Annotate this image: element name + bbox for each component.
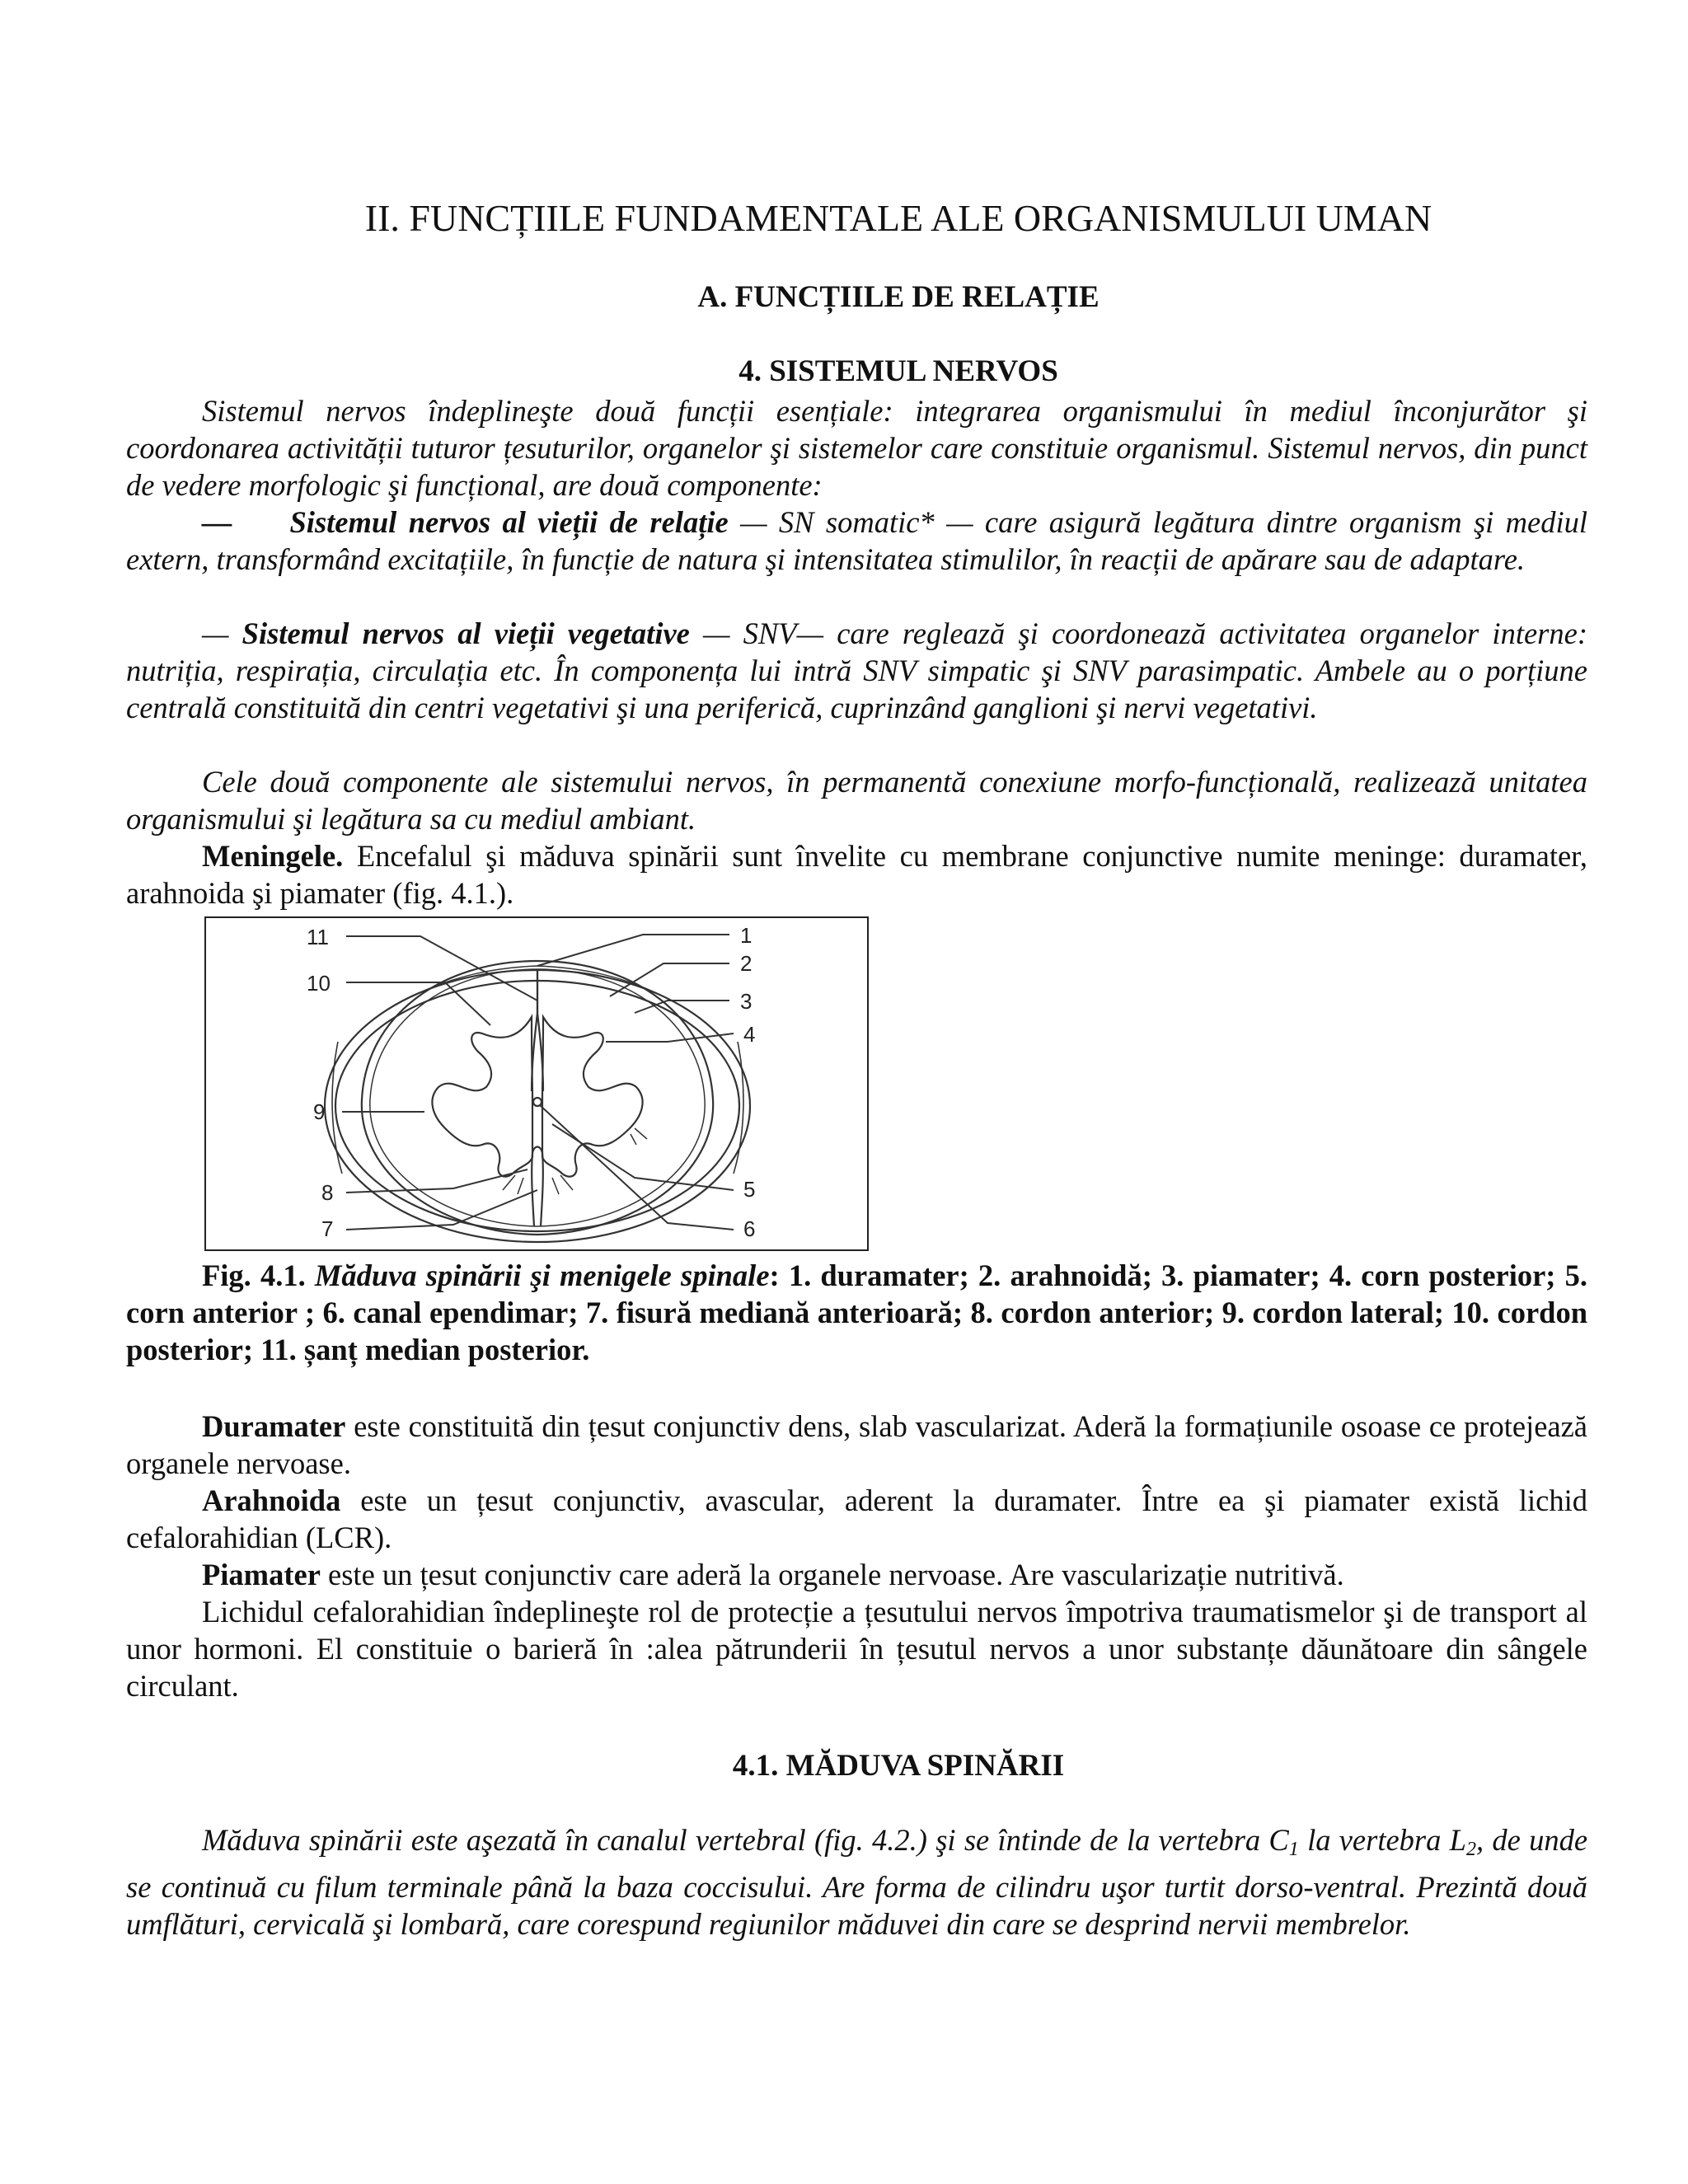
label-9: 9 <box>313 1099 326 1124</box>
anterior-roots <box>503 1175 573 1194</box>
spinal-text-3: , de unde se continuă cu filum terminale până la baza coccisului. Are forma de cilindru uşor turtit dorso-ventral. Prezintă două umflături, cervicală şi lombară, care corespund regiunilor măduvei din care se desprind nervii membrelor. <box>126 1823 1588 1941</box>
label-4: 4 <box>743 1022 756 1047</box>
leader-line-1 <box>537 935 729 966</box>
leader-line-4 <box>606 1033 734 1042</box>
spinal-sub-2: 2 <box>1465 1839 1476 1860</box>
spinal-cord-diagram <box>206 918 867 1249</box>
spinal-cord-figure <box>204 916 869 1251</box>
figure-caption <box>126 1257 1587 1368</box>
arahnoida-term: Arahnoida <box>202 1483 341 1517</box>
label-3: 3 <box>740 989 753 1014</box>
vegetative-item <box>126 615 1587 726</box>
leader-line-8 <box>346 1169 528 1193</box>
duramater-text: este constituită din țesut conjunctiv dens, slab vascularizat. Aderă la formațiunile osoase ce protejează organele nervoase. <box>126 1409 1587 1480</box>
piamater-text: este un țesut conjunctiv care aderă la organele nervoase. Are vascularizație nutritivă. <box>320 1558 1344 1591</box>
meninges-term: Meningele. <box>202 839 344 873</box>
section-title: A. FUNCȚIILE DE RELAȚIE <box>697 280 1100 314</box>
arahnoida-text: este un țesut conjunctiv, avascular, aderent la duramater. Între ea şi piamater există lichid cefalorahidian (LCR). <box>126 1483 1587 1554</box>
vegetative-term: Sistemul nervos al vieții vegetative <box>241 616 690 650</box>
somatic-text: — SN somatic* — care asigură legătura dintre organism şi mediul extern, transformând excitațiile, în funcție de natura şi intensitatea stimulilor, în reacții de apărare sau de adaptare. <box>126 505 1588 576</box>
intro-paragraph: Sistemul nervos îndeplineşte două funcții esențiale: integrarea organismului în mediul înconjurător şi coordonarea activității tuturor țesuturilor, organelor şi sistemelor care constituie organismul. Sistemul nervos, din punct de vedere morfologic şi funcțional, are două componente: <box>126 394 1587 502</box>
meninges-text: Encefalul şi măduva spinării sunt învelite cu membrane conjunctive numite meninge: duramater, arahnoida şi piamater (fig. 4.1.). <box>126 839 1587 910</box>
caption-title: Măduva spinării şi menigele spinale <box>314 1258 770 1292</box>
spinal-text-1: Măduva spinării este aşezată în canalul vertebral (fig. 4.2.) şi se întinde de la vertebra C <box>202 1823 1289 1857</box>
somatic-term: Sistemul nervos al vieții de relație <box>289 505 729 539</box>
subsection-title: 4. SISTEMUL NERVOS <box>738 354 1058 388</box>
piamater-paragraph <box>126 1556 1587 1593</box>
leader-line-5 <box>552 1124 734 1190</box>
lcr-paragraph: Lichidul cefalorahidian îndeplineşte rol de protecție a țesutului nervos împotriva traumatismelor şi de transport al unor hormoni. El constituie o barieră în :alea pătrunderii în țesutul nervos a unor substanțe dăunătoare din sângele circulant. <box>126 1595 1587 1703</box>
caption-prefix: Fig. 4.1. <box>202 1258 315 1292</box>
label-10: 10 <box>307 971 331 996</box>
arahnoida-paragraph <box>126 1482 1587 1556</box>
meninges-paragraph <box>126 837 1587 912</box>
components-paragraph: Cele două componente ale sistemului nervos, în permanentă conexiune morfo-funcțională, realizează unitatea organismului şi legătura sa cu mediul ambiant. <box>126 765 1587 836</box>
caption-text: : 1. duramater; 2. arahnoidă; 3. piamater; 4. corn posterior; 5. corn anterior ; 6. canal ependimar; 7. fisură mediană anterioară; 8. cordon anterior; 9. cordon lateral; 10. cordon posterior; 11. șanț median posterior. <box>126 1258 1587 1366</box>
somatic-dash: — <box>202 505 232 539</box>
spinal-text-2: la vertebra L <box>1298 1823 1466 1857</box>
label-1: 1 <box>740 923 753 948</box>
spinal-sub-1: 1 <box>1288 1839 1299 1860</box>
spinal-cord-paragraph <box>126 1821 1587 1943</box>
label-7: 7 <box>321 1216 334 1241</box>
somatic-item <box>126 504 1587 578</box>
duramater-paragraph <box>126 1408 1587 1482</box>
label-8: 8 <box>321 1180 334 1205</box>
label-2: 2 <box>740 951 753 976</box>
label-11: 11 <box>307 925 329 949</box>
label-5: 5 <box>743 1177 756 1202</box>
grey-matter-left <box>432 1017 532 1177</box>
duramater-term: Duramater <box>202 1409 346 1443</box>
vegetative-text: — SNV— care reglează şi coordonează activitatea organelor interne: nutriția, respirația, circulația etc. În componența lui intră SNV simpatic şi SNV parasimpatic. Ambele au o porțiune centrală constituită din centri vegetativi şi una periferică, cuprinzând ganglioni şi nervi vegetativi. <box>126 616 1587 724</box>
vegetative-dash: — <box>202 616 242 650</box>
spinal-cord-heading: 4.1. MĂDUVA SPINĂRII <box>732 1749 1065 1783</box>
posterior-root-hint <box>631 1128 647 1145</box>
chapter-title: II. FUNCȚIILE FUNDAMENTALE ALE ORGANISMULUI UMAN <box>364 197 1432 239</box>
piamater-term: Piamater <box>202 1558 321 1591</box>
label-6: 6 <box>743 1216 756 1241</box>
anterior-median-fissure <box>532 1147 543 1227</box>
